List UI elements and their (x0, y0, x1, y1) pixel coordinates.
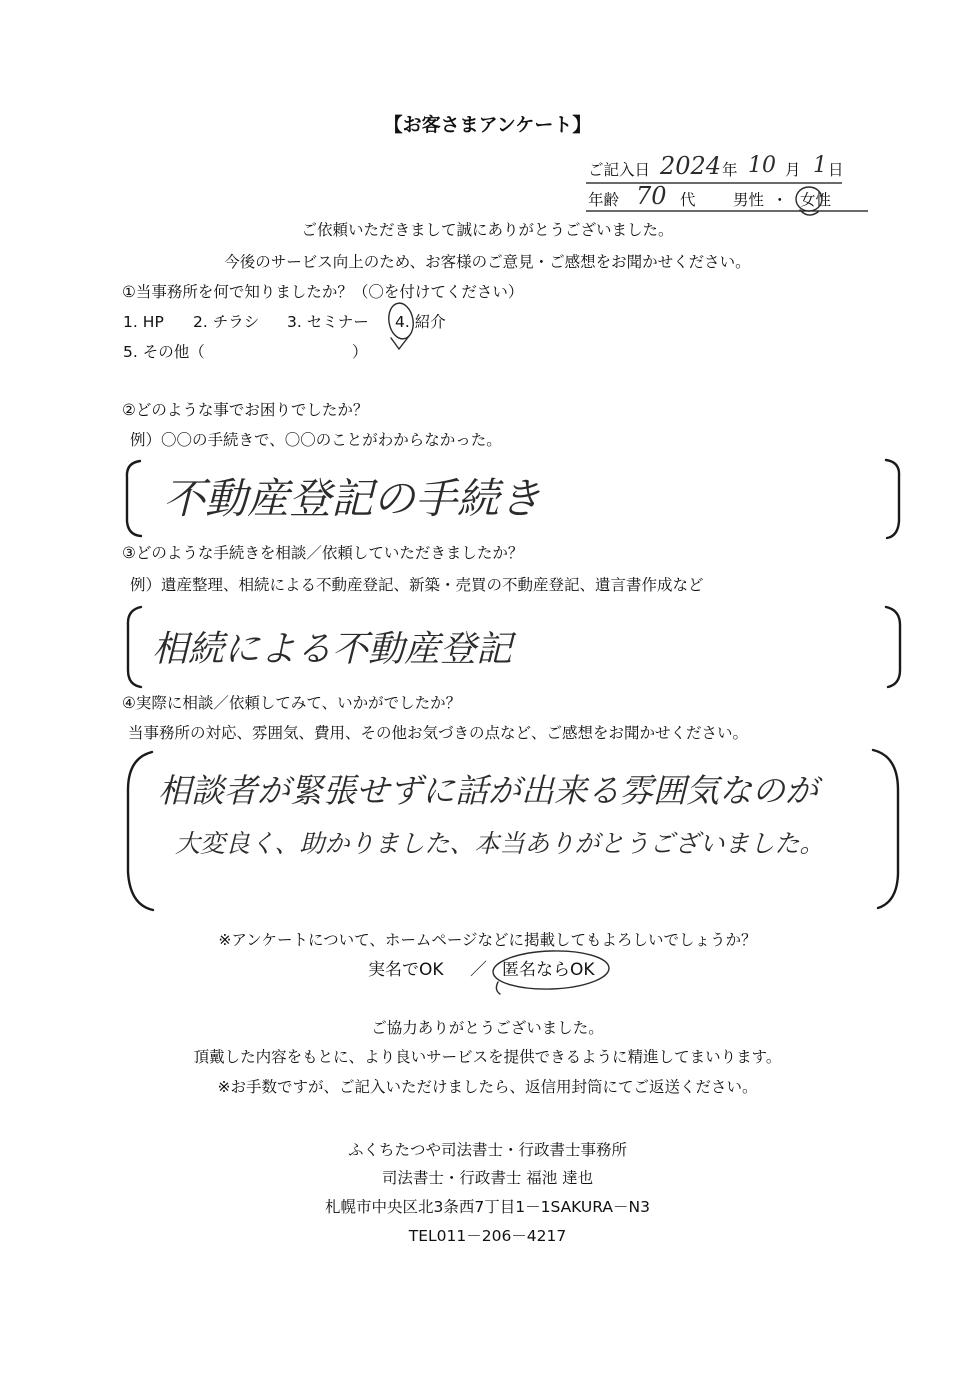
q1-option-other (123, 342, 205, 362)
date-label: ご記入日 (588, 161, 651, 179)
age-unit: 代 (680, 191, 696, 209)
q2-example: 例）〇〇の手続きで、〇〇のことがわからなかった。 (130, 431, 502, 449)
publish-option-anonymous: 匿名ならOK (502, 960, 595, 980)
office-address: 札幌市中央区北3条西7丁目1－1SAKURA－N3 (325, 1198, 650, 1216)
publish-separator: ／ (470, 960, 487, 980)
option-label: チラシ (212, 313, 260, 331)
q4-answer-line-1: 相談者が緊張せずに話が出来る雰囲気なのが (158, 771, 818, 810)
q4-question: ④実際に相談／依頼してみて、いかがでしたか？ (122, 694, 462, 712)
date-day-unit: 日 (828, 161, 844, 179)
q1-option-referral (395, 312, 446, 332)
survey-title: 【お客さまアンケート】 (383, 114, 592, 136)
q4-left-bracket (128, 752, 153, 910)
publish-option-real-name: 実名でOK (368, 960, 444, 980)
age-handwritten: 70 (636, 182, 667, 210)
gender-female: 女性 (800, 191, 832, 209)
closing-return-note: ※お手数ですが、ご記入いただけましたら、返信用封筒にてご返送ください。 (217, 1078, 758, 1096)
office-tel: TEL011－206－4217 (408, 1227, 567, 1245)
option-number: 3. (287, 313, 302, 331)
q2-left-bracket (127, 461, 141, 536)
q1-option-flyer (193, 312, 259, 332)
option-number: 1. (123, 313, 138, 331)
q3-example: 例）遺産整理、相続による不動産登記、新築・売買の不動産登記、遺言書作成など (130, 576, 704, 594)
date-year-handwritten: 2024 (660, 152, 722, 180)
option-number: 4. (395, 313, 410, 331)
option-label: その他（ (142, 343, 205, 361)
q1-option-hp (123, 312, 164, 332)
date-day-handwritten: 1 (813, 153, 827, 178)
office-name: ふくちたつや司法書士・行政書士事務所 (347, 1141, 627, 1159)
closing-thanks: ご協力ありがとうございました。 (371, 1019, 604, 1037)
gender-male: 男性 (733, 191, 765, 209)
q4-right-bracket (873, 750, 898, 908)
q4-prompt: 当事務所の対応、雰囲気、費用、その他お気づきの点など、ご感想をお聞かせください。 (128, 724, 749, 742)
publish-question: ※アンケートについて、ホームページなどに掲載してもよろしいでしょうか？ (218, 931, 757, 949)
date-month-handwritten: 10 (748, 153, 776, 178)
q2-question: ②どのような事でお困りでしたか？ (122, 401, 369, 419)
q3-left-bracket (128, 607, 141, 687)
date-year-unit: 年 (722, 161, 738, 179)
option-number: 2. (193, 313, 208, 331)
closing-commitment: 頂戴した内容をもとに、より良いサービスを提供できるように精進してまいります。 (193, 1048, 782, 1066)
q4-answer-line-2: 大変良く、助かりました、本当ありがとうございました。 (175, 829, 825, 858)
option-number: 5. (123, 343, 138, 361)
q1-question: ①当事務所を何で知りましたか？（〇を付けてください） (122, 283, 524, 301)
q3-question: ③どのような手続きを相談／依頼していただきましたか？ (122, 544, 524, 562)
q3-answer-handwritten: 相続による不動産登記 (152, 629, 513, 670)
date-month-unit: 月 (785, 161, 801, 179)
q1-option-seminar (287, 312, 369, 332)
q1-other-close-paren: ） (352, 343, 368, 361)
q2-answer-handwritten: 不動産登記の手続き (163, 474, 542, 523)
option-label: 紹介 (414, 313, 446, 331)
q3-right-bracket (886, 607, 900, 687)
gender-separator: ・ (772, 191, 788, 209)
age-label: 年齢 (588, 191, 620, 209)
option-label: HP (142, 313, 164, 331)
option-label: セミナー (306, 313, 369, 331)
office-representative: 司法書士・行政書士 福池 達也 (381, 1169, 594, 1187)
intro-request: 今後のサービス向上のため、お客様のご意見・ご感想をお聞かせください。 (224, 253, 751, 271)
q2-right-bracket (886, 460, 899, 538)
intro-thanks: ご依頼いただきまして誠にありがとうございました。 (301, 221, 674, 239)
